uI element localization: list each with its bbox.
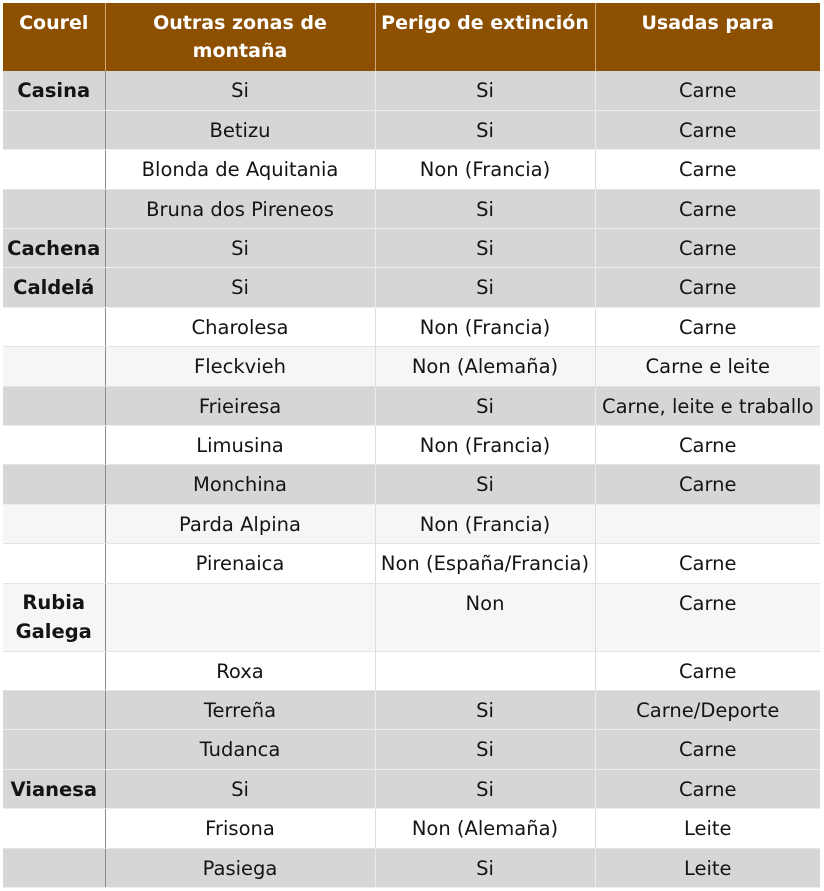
cell-outras-zonas: Terreña bbox=[105, 690, 375, 729]
cell-courel bbox=[3, 426, 105, 465]
table-row bbox=[3, 268, 820, 307]
cell-usadas-para bbox=[595, 504, 820, 543]
cell-perigo: Non (Francia) bbox=[375, 150, 595, 189]
cell-usadas-para: Leite bbox=[595, 848, 820, 887]
cell-perigo: Si bbox=[375, 71, 595, 110]
cell-courel: Rubia Galega bbox=[3, 583, 105, 651]
cell-perigo: Non (Alemaña) bbox=[375, 809, 595, 848]
cell-perigo: Non (España/Francia) bbox=[375, 544, 595, 583]
cell-courel bbox=[3, 110, 105, 149]
cell-outras-zonas: Limusina bbox=[105, 426, 375, 465]
table-row bbox=[3, 307, 820, 346]
cell-courel bbox=[3, 690, 105, 729]
cell-outras-zonas: Si bbox=[105, 71, 375, 110]
cell-perigo: Non bbox=[375, 583, 595, 651]
column-header-courel: Courel bbox=[3, 3, 105, 71]
table-row bbox=[3, 809, 820, 848]
table-row bbox=[3, 544, 820, 583]
cell-courel bbox=[3, 189, 105, 228]
cell-courel: Casina bbox=[3, 71, 105, 110]
table-row bbox=[3, 504, 820, 543]
cell-courel bbox=[3, 651, 105, 690]
cell-outras-zonas: Monchina bbox=[105, 465, 375, 504]
cell-outras-zonas: Parda Alpina bbox=[105, 504, 375, 543]
cell-usadas-para: Carne bbox=[595, 307, 820, 346]
table-row bbox=[3, 386, 820, 425]
cell-usadas-para: Carne bbox=[595, 426, 820, 465]
cell-usadas-para: Carne bbox=[595, 110, 820, 149]
cell-perigo: Si bbox=[375, 110, 595, 149]
cell-outras-zonas: Frieiresa bbox=[105, 386, 375, 425]
column-header-perigo: Perigo de extinción bbox=[375, 3, 595, 71]
cell-perigo: Si bbox=[375, 386, 595, 425]
cell-perigo: Non (Alemaña) bbox=[375, 347, 595, 386]
cell-outras-zonas: Pasiega bbox=[105, 848, 375, 887]
cell-courel: Vianesa bbox=[3, 769, 105, 808]
cell-courel bbox=[3, 848, 105, 887]
breeds-table bbox=[3, 3, 820, 888]
table-row bbox=[3, 465, 820, 504]
cell-outras-zonas: Tudanca bbox=[105, 730, 375, 769]
table-row bbox=[3, 848, 820, 887]
table-row bbox=[3, 426, 820, 465]
cell-perigo: Si bbox=[375, 690, 595, 729]
cell-usadas-para: Carne bbox=[595, 229, 820, 268]
header-row bbox=[3, 3, 820, 71]
cell-outras-zonas: Charolesa bbox=[105, 307, 375, 346]
cell-usadas-para: Carne bbox=[595, 769, 820, 808]
cell-courel bbox=[3, 150, 105, 189]
table-row bbox=[3, 583, 820, 651]
column-header-usadas: Usadas para bbox=[595, 3, 820, 71]
cell-outras-zonas: Frisona bbox=[105, 809, 375, 848]
cell-courel: Cachena bbox=[3, 229, 105, 268]
cell-usadas-para: Carne bbox=[595, 651, 820, 690]
cell-outras-zonas bbox=[105, 583, 375, 651]
cell-outras-zonas: Betizu bbox=[105, 110, 375, 149]
cell-usadas-para: Carne bbox=[595, 150, 820, 189]
cell-courel bbox=[3, 730, 105, 769]
cell-perigo: Si bbox=[375, 229, 595, 268]
cell-usadas-para: Carne, leite e traballo bbox=[595, 386, 820, 425]
cell-courel bbox=[3, 386, 105, 425]
cell-outras-zonas: Bruna dos Pireneos bbox=[105, 189, 375, 228]
table-row bbox=[3, 110, 820, 149]
cell-outras-zonas: Si bbox=[105, 268, 375, 307]
cell-usadas-para: Carne bbox=[595, 544, 820, 583]
cell-usadas-para: Carne e leite bbox=[595, 347, 820, 386]
table-row bbox=[3, 651, 820, 690]
cell-perigo: Si bbox=[375, 465, 595, 504]
table-row bbox=[3, 229, 820, 268]
cell-courel bbox=[3, 809, 105, 848]
table-row bbox=[3, 150, 820, 189]
table-body bbox=[3, 71, 820, 887]
cell-perigo: Non (Francia) bbox=[375, 307, 595, 346]
cell-outras-zonas: Si bbox=[105, 229, 375, 268]
cell-outras-zonas: Blonda de Aquitania bbox=[105, 150, 375, 189]
cell-courel bbox=[3, 544, 105, 583]
cell-usadas-para: Carne bbox=[595, 465, 820, 504]
cell-usadas-para: Carne bbox=[595, 730, 820, 769]
cell-usadas-para: Carne/Deporte bbox=[595, 690, 820, 729]
cell-courel bbox=[3, 504, 105, 543]
table-row bbox=[3, 189, 820, 228]
table-row bbox=[3, 730, 820, 769]
cell-outras-zonas: Fleckvieh bbox=[105, 347, 375, 386]
cell-usadas-para: Carne bbox=[595, 71, 820, 110]
cell-perigo bbox=[375, 651, 595, 690]
cell-perigo: Non (Francia) bbox=[375, 426, 595, 465]
table-row bbox=[3, 71, 820, 110]
cell-courel bbox=[3, 307, 105, 346]
cell-usadas-para: Leite bbox=[595, 809, 820, 848]
cell-outras-zonas: Si bbox=[105, 769, 375, 808]
cell-usadas-para: Carne bbox=[595, 268, 820, 307]
cell-perigo: Non (Francia) bbox=[375, 504, 595, 543]
table-row bbox=[3, 690, 820, 729]
column-header-outras-zonas: Outras zonas de montaña bbox=[105, 3, 375, 71]
cell-perigo: Si bbox=[375, 730, 595, 769]
cell-outras-zonas: Roxa bbox=[105, 651, 375, 690]
cell-courel: Caldelá bbox=[3, 268, 105, 307]
cell-outras-zonas: Pirenaica bbox=[105, 544, 375, 583]
table-row bbox=[3, 347, 820, 386]
cell-perigo: Si bbox=[375, 268, 595, 307]
cell-usadas-para: Carne bbox=[595, 189, 820, 228]
cell-perigo: Si bbox=[375, 848, 595, 887]
table-row bbox=[3, 769, 820, 808]
cell-courel bbox=[3, 347, 105, 386]
cell-usadas-para: Carne bbox=[595, 583, 820, 651]
cell-perigo: Si bbox=[375, 189, 595, 228]
cell-perigo: Si bbox=[375, 769, 595, 808]
cell-courel bbox=[3, 465, 105, 504]
